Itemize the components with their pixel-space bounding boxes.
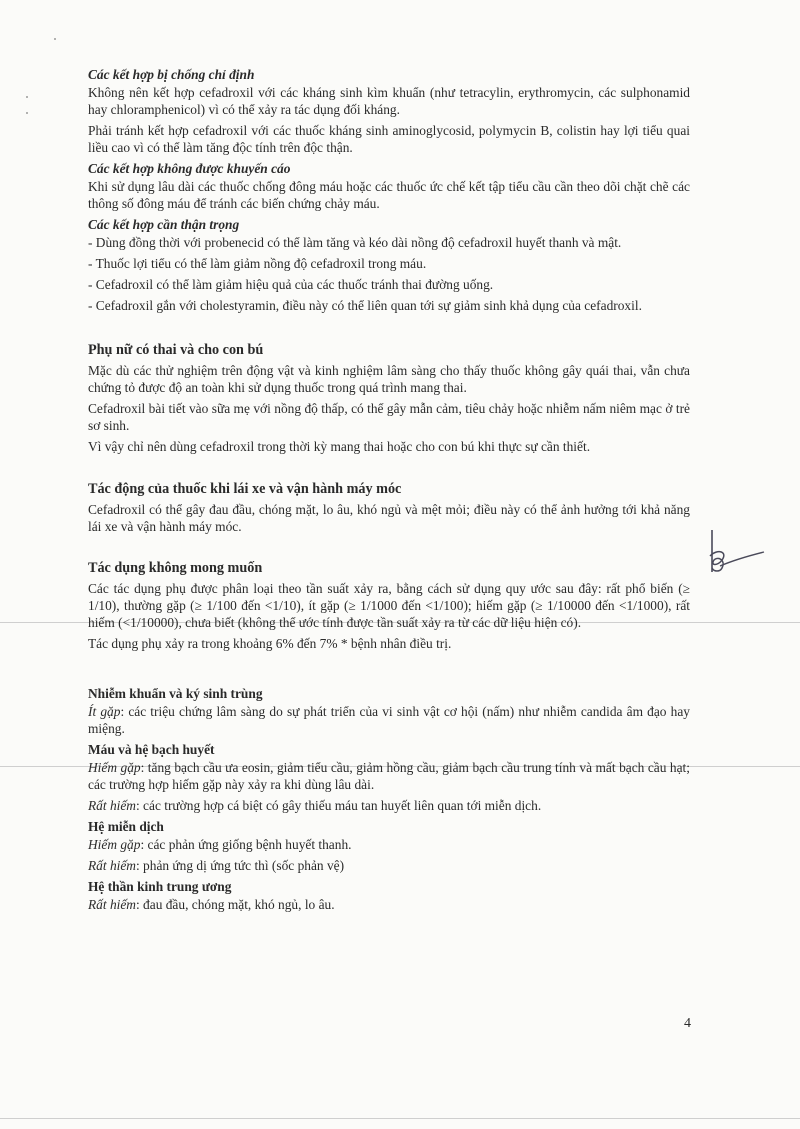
contraindicated-heading: Các kết hợp bị chống chỉ định (88, 67, 255, 82)
adverse-effects-heading: Tác dụng không mong muốn (88, 560, 263, 576)
scan-speck (26, 96, 28, 98)
blood-very-rare-paragraph (88, 797, 690, 814)
frequency-label: Rất hiếm (88, 858, 136, 873)
caution-heading: Các kết hợp cần thận trọng (88, 217, 240, 232)
effect-text: : các phản ứng giống bệnh huyết thanh. (140, 837, 352, 852)
frequency-label: Hiếm gặp (88, 760, 141, 775)
driving-heading: Tác động của thuốc khi lái xe và vận hành máy móc (88, 481, 402, 497)
immune-section (88, 818, 690, 874)
document-body (88, 64, 690, 917)
pregnancy-paragraph: Vì vậy chỉ nên dùng cefadroxil trong thời kỳ mang thai hoặc cho con bú khi thực sự cần thiết. (88, 439, 591, 454)
contraindicated-paragraph: Không nên kết hợp cefadroxil với các kháng sinh kìm khuẩn (như tetracylin, erythromycin, các sulphonamid hay chloramphenicol) vì có thể xảy ra tác dụng đối kháng. (88, 85, 690, 117)
immune-very-rare-paragraph (88, 857, 690, 874)
contraindicated-paragraph: Phải tránh kết hợp cefadroxil với các thuốc kháng sinh aminoglycosid, polymycin B, colistin hay lợi tiểu quai liều cao vì có thể làm tăng độc tính trên độc thận. (88, 123, 690, 155)
driving-section (88, 481, 690, 535)
effect-text: : đau đầu, chóng mặt, khó ngủ, lo âu. (135, 897, 335, 912)
effect-text: : các trường hợp cá biệt có gây thiếu máu tan huyết liên quan tới miễn dịch. (135, 798, 542, 813)
blood-section (88, 741, 690, 814)
pregnancy-paragraph: Mặc dù các thử nghiệm trên động vật và kinh nghiệm lâm sàng cho thấy thuốc không gây quái thai, vẫn chưa chứng tỏ được độ an toàn khi sử dụng thuốc trong quá trình mang thai. (88, 363, 690, 395)
nervous-section (88, 878, 690, 913)
frequency-label: Rất hiếm (88, 897, 136, 912)
effect-text: : tăng bạch cầu ưa eosin, giảm tiểu cầu, giảm hồng cầu, giảm bạch cầu trung tính và mất bạch cầu hạt; các trường hợp hiếm gặp này xảy ra khi dùng lâu dài. (88, 760, 690, 792)
pregnancy-paragraph: Cefadroxil bài tiết vào sữa mẹ với nồng độ thấp, có thể gây mẫn cảm, tiêu chảy hoặc nhiễm nấm niêm mạc ở trẻ sơ sinh. (88, 401, 690, 433)
blood-heading: Máu và hệ bạch huyết (88, 742, 215, 757)
caution-item: - Cefadroxil gắn với cholestyramin, điều này có thể liên quan tới sự giảm sinh khả dụng của cefadroxil. (88, 298, 642, 313)
caution-item: - Dùng đồng thời với probenecid có thể làm tăng và kéo dài nồng độ cefadroxil huyết thanh và mật. (88, 235, 622, 250)
caution-item: - Thuốc lợi tiểu có thể làm giảm nồng độ cefadroxil trong máu. (88, 256, 427, 271)
effect-text: : các triệu chứng lâm sàng do sự phát triển của vi sinh vật cơ hội (nấm) như nhiễm candida âm đạo hay miệng. (88, 704, 690, 736)
frequency-label: Rất hiếm (88, 798, 136, 813)
interactions-section (88, 66, 690, 314)
infections-uncommon-paragraph (88, 703, 690, 737)
frequency-label: Ít gặp (88, 704, 121, 719)
scan-speck (26, 112, 28, 114)
infections-heading: Nhiễm khuẩn và ký sinh trùng (88, 686, 263, 701)
not-recommended-paragraph: Khi sử dụng lâu dài các thuốc chống đông máu hoặc các thuốc ức chế kết tập tiểu cầu cần theo dõi chặt chẽ các thông số đông máu để tránh các biến chứng chảy máu. (88, 179, 690, 211)
scan-speck (54, 38, 56, 40)
initials-signature-mark (700, 526, 768, 582)
driving-paragraph: Cefadroxil có thể gây đau đầu, chóng mặt, lo âu, khó ngủ và mệt mỏi; điều này có thể ảnh hưởng tới khả năng lái xe và vận hành máy móc. (88, 502, 690, 534)
infections-section (88, 685, 690, 737)
immune-heading: Hệ miễn dịch (88, 819, 164, 834)
caution-item: - Cefadroxil có thể làm giảm hiệu quả của các thuốc tránh thai đường uống. (88, 277, 494, 292)
frequency-label: Hiếm gặp (88, 837, 141, 852)
immune-rare-paragraph (88, 836, 690, 853)
blood-rare-paragraph (88, 759, 690, 793)
adverse-rate-paragraph: Tác dụng phụ xảy ra trong khoảng 6% đến 7% * bệnh nhân điều trị. (88, 636, 452, 651)
page-number: 4 (684, 1016, 691, 1031)
nervous-very-rare-paragraph (88, 896, 690, 913)
pregnancy-section (88, 342, 690, 455)
frequency-convention-paragraph: Các tác dụng phụ được phân loại theo tần suất xảy ra, bằng cách sử dụng quy ước sau đây: rất phổ biến (≥ 1/10), thường gặp (≥ 1/100 đến <1/10), ít gặp (≥ 1/1000 đến <1/100); hiếm gặp (≥ 1/10000 đến <1/1000), rất hiếm (<1/10000), chưa biết (không thể ước tính được tần suất xảy ra từ các dữ liệu hiện có). (88, 581, 690, 630)
adverse-effects-section (88, 560, 690, 652)
nervous-heading: Hệ thần kinh trung ương (88, 879, 232, 894)
scan-fold-line (0, 1118, 800, 1119)
not-recommended-heading: Các kết hợp không được khuyến cáo (88, 161, 291, 176)
effect-text: : phản ứng dị ứng tức thì (sốc phản vệ) (135, 858, 345, 873)
pregnancy-heading: Phụ nữ có thai và cho con bú (88, 342, 264, 358)
